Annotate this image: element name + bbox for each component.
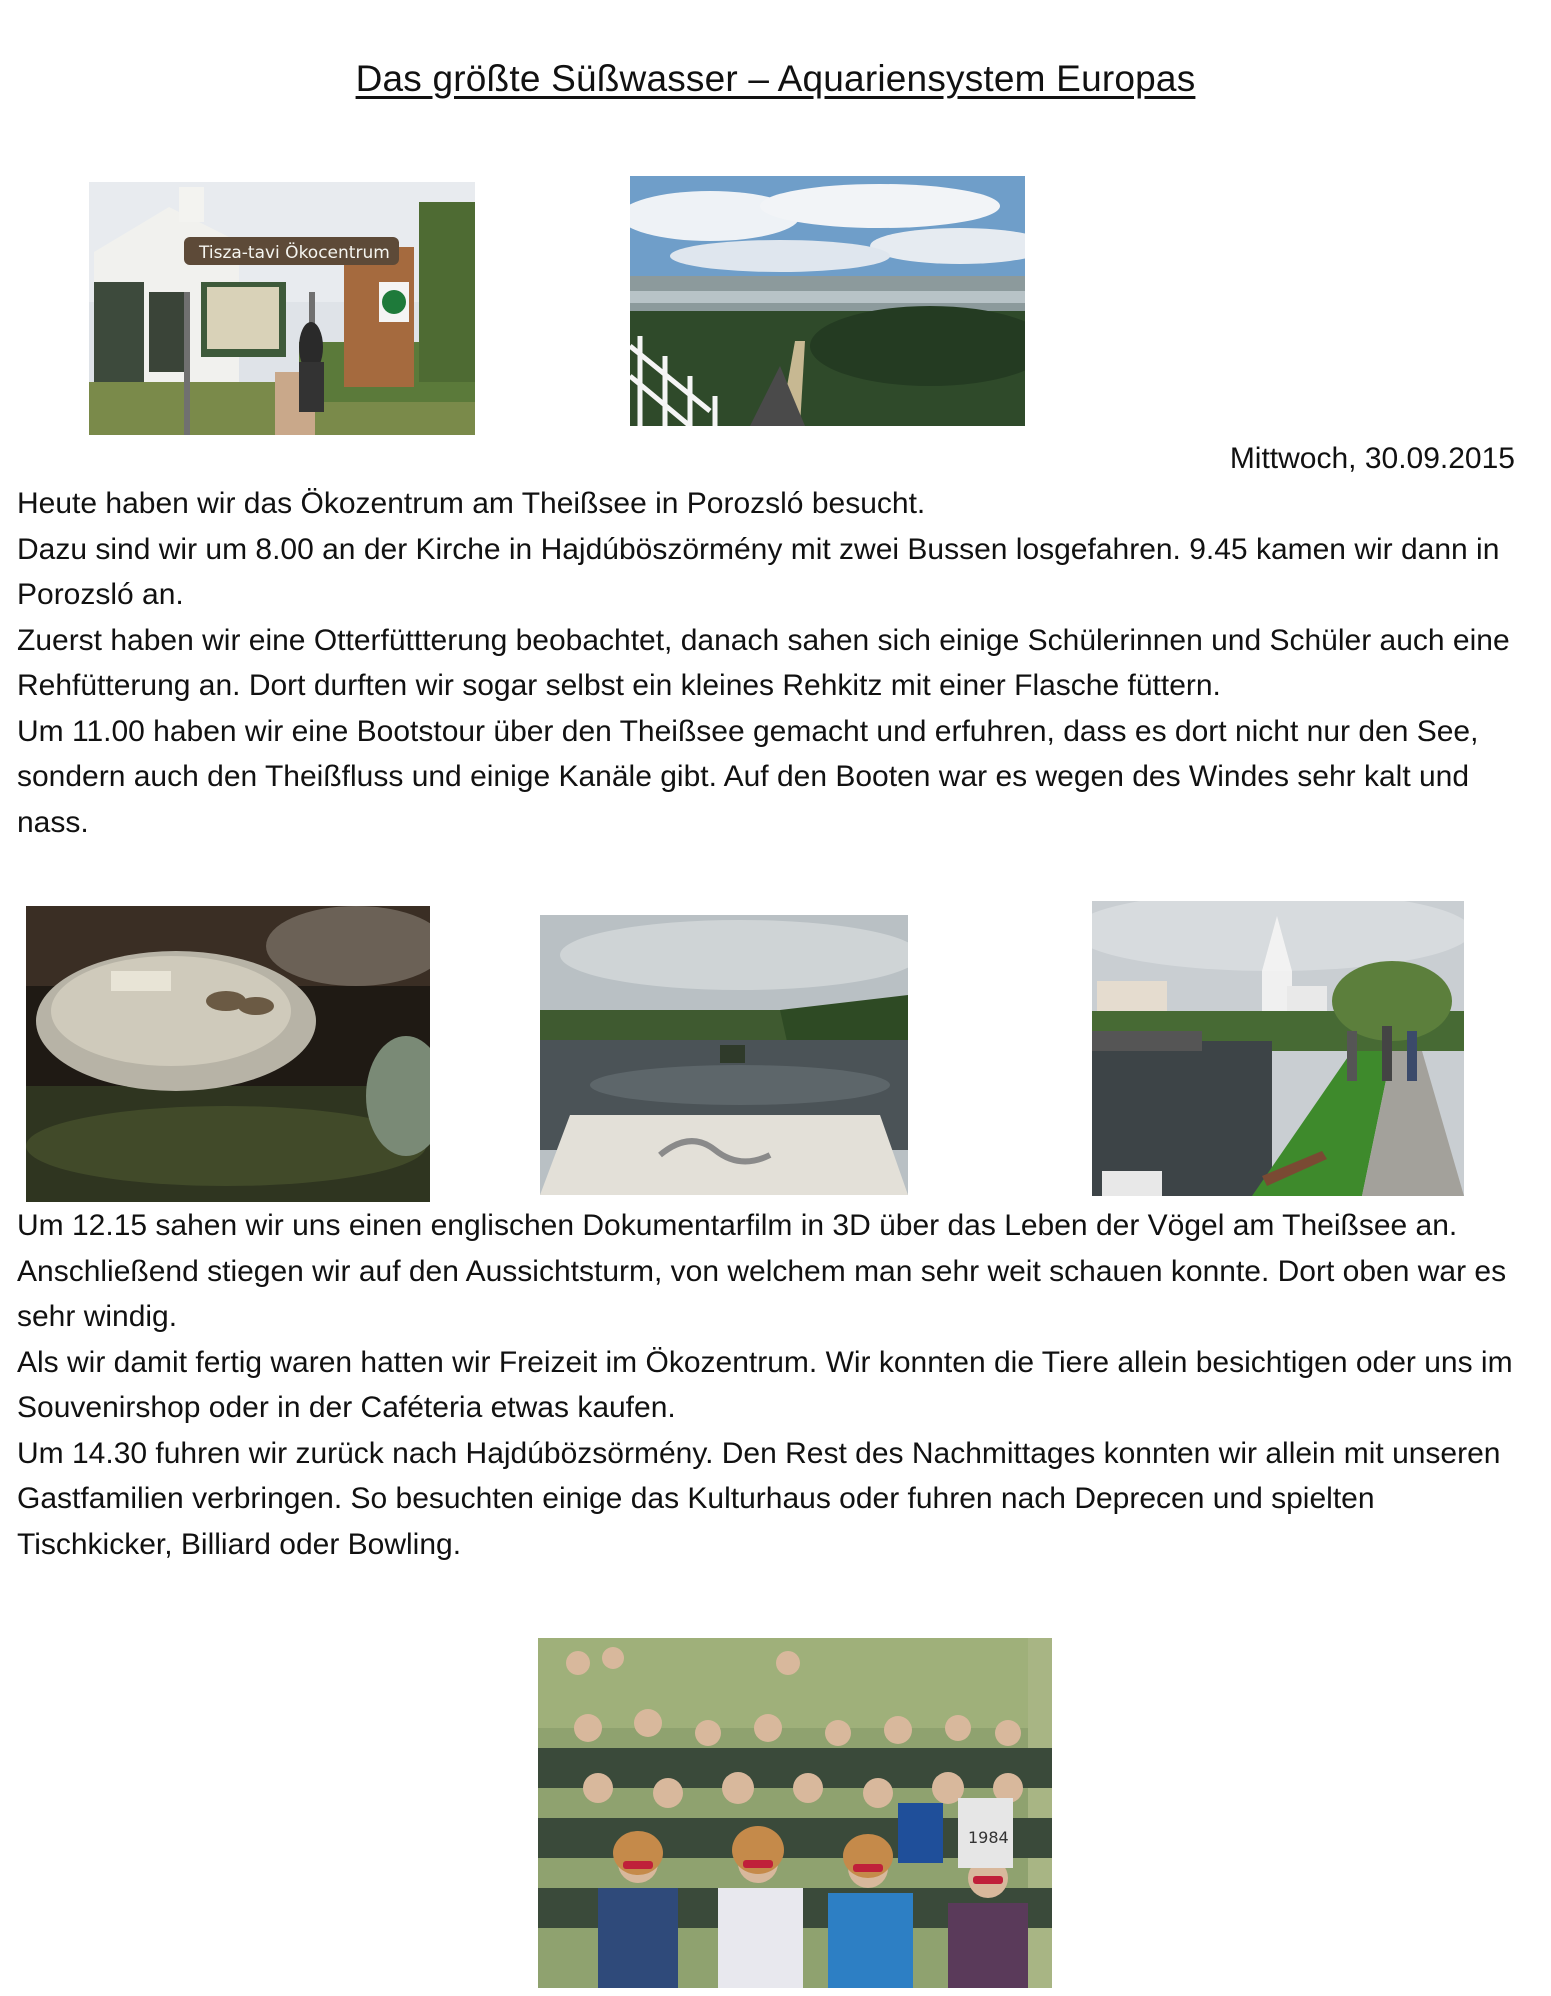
paragraph: Um 14.30 fuhren wir zurück nach Hajdúbözsörmény. Den Rest des Nachmittages konnten wir allein mit unseren Gastfamilien verbringen. So besuchten einige das Kulturhaus oder fuhren nach Deprecen und spielten Tischkicker, Billiard oder Bowling. — [17, 1436, 1501, 1561]
paragraph: Als wir damit fertig waren hatten wir Freizeit im Ökozentrum. Wir konnten die Tiere allein besichtigen oder uns im Souvenirshop oder in der Caféteria etwas kaufen. — [17, 1345, 1513, 1424]
paragraph: Zuerst haben wir eine Otterfüttterung beobachtet, danach sahen sich einige Schülerinnen und Schüler auch eine Rehfütterung an. Dort durften wir sogar selbst ein kleines Rehkitz mit einer Flasche füttern. — [17, 623, 1510, 702]
photo-boat — [540, 915, 908, 1195]
shirt-text: 1984 — [968, 1828, 1009, 1847]
photo-entrance — [89, 182, 475, 435]
photo-path — [1092, 901, 1464, 1196]
photo-cinema — [538, 1638, 1052, 1988]
paragraph: Um 11.00 haben wir eine Bootstour über den Theißsee gemacht und erfuhren, dass es dort nicht nur den See, sondern auch den Theißfluss und einige Kanäle gibt. Auf den Booten war es wegen des Windes sehr kalt und nass. — [17, 714, 1479, 839]
photo-aquarium — [26, 906, 430, 1202]
entrance-sign-text: Tisza-tavi Ökocentrum — [199, 243, 390, 263]
paragraph: Heute haben wir das Ökozentrum am Theißsee in Porozsló besucht. — [17, 487, 926, 520]
date-line: Mittwoch, 30.09.2015 — [1229, 442, 1515, 475]
paragraph: Dazu sind wir um 8.00 an der Kirche in Hajdúböszörmény mit zwei Bussen losgefahren. 9.45 kamen wir dann in Porozsló an. — [17, 532, 1500, 611]
text-section-1 — [17, 481, 1517, 845]
paragraph: Um 12.15 sahen wir uns einen englischen Dokumentarfilm in 3D über das Leben der Vögel am Theißsee an. Anschließend stiegen wir auf den Aussichtsturm, von welchem man sehr weit schauen konnte. Dort oben war es sehr windig. — [17, 1209, 1507, 1333]
text-section-2 — [17, 1203, 1517, 1567]
page-title: Das größte Süßwasser – Aquariensystem Europas — [355, 58, 1196, 99]
photo-lake-view — [630, 176, 1025, 426]
